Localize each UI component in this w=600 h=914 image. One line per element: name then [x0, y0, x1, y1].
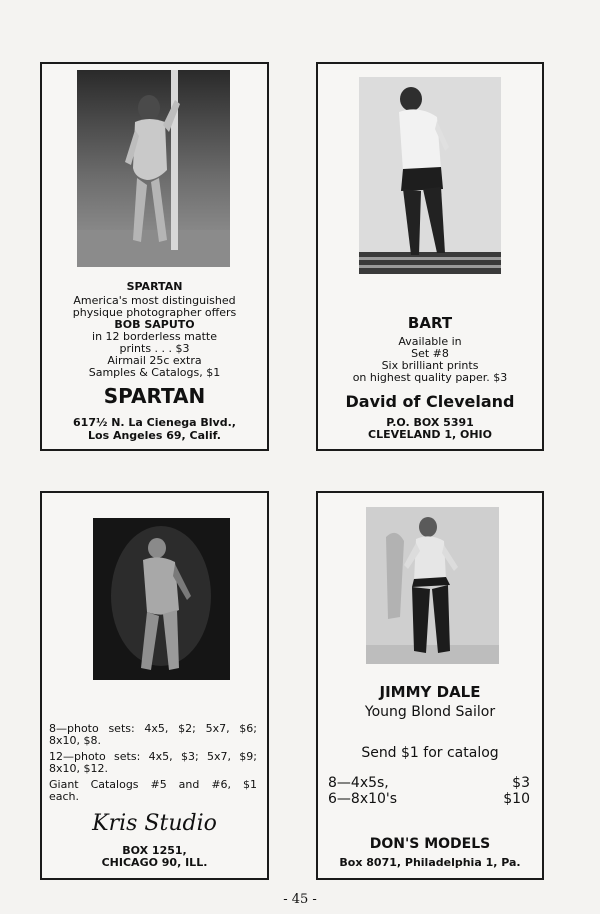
- dons-models-photo: [366, 507, 499, 664]
- spartan-body-5: Airmail 25c extra: [107, 354, 202, 367]
- kris-body-5: each.: [49, 790, 80, 803]
- spartan-body-2: BOB SAPUTO: [114, 318, 195, 331]
- dons-price-label-0: 8—4x5s,: [328, 775, 389, 791]
- bart-body-1: Set #8: [411, 347, 449, 360]
- spartan-body-6: Samples & Catalogs, $1: [88, 366, 221, 379]
- kris-body-2: 12—photo sets: 4x5, $3; 5x7, $9;: [49, 750, 257, 763]
- kris-address-0: BOX 1251,: [122, 844, 187, 857]
- bart-header: BART: [407, 314, 453, 332]
- spartan-address-1: Los Angeles 69, Calif.: [88, 429, 221, 442]
- page-number: - 45 -: [283, 892, 317, 907]
- spartan-body-0: America's most distinguished: [73, 294, 236, 307]
- dons-price-value-1: $10: [503, 791, 530, 807]
- dons-models-ad: [316, 491, 544, 880]
- kris-brand: Kris Studio: [92, 811, 217, 836]
- kris-body-4: Giant Catalogs #5 and #6, $1: [49, 778, 257, 791]
- dons-price-value-0: $3: [512, 775, 530, 791]
- bart-body-2: Six brilliant prints: [381, 359, 479, 372]
- dons-price-row: [328, 775, 530, 791]
- spartan-body-3: in 12 borderless matte: [92, 330, 217, 343]
- bart-address-0: P.O. BOX 5391: [386, 416, 474, 429]
- spartan-brand: SPARTAN: [103, 384, 206, 408]
- dons-brand: DON'S MODELS: [369, 836, 491, 852]
- bart-address-1: CLEVELAND 1, OHIO: [368, 428, 492, 441]
- bart-ad: [316, 62, 544, 451]
- spartan-body-4: prints . . . $3: [119, 342, 190, 355]
- spartan-header: SPARTAN: [126, 280, 183, 293]
- spartan-ad: [40, 62, 269, 451]
- bart-photo: [359, 77, 501, 274]
- dons-price-label-1: 6—8x10's: [328, 791, 398, 807]
- dons-price-row: [328, 791, 530, 807]
- bart-brand: David of Cleveland: [345, 392, 515, 411]
- spartan-photo: [77, 70, 230, 267]
- dons-header: JIMMY DALE: [379, 683, 481, 701]
- bart-body-0: Available in: [398, 335, 462, 348]
- spartan-address-0: 617½ N. La Cienega Blvd.,: [73, 416, 236, 429]
- kris-studio-photo: [93, 518, 230, 680]
- dons-subheader: Young Blond Sailor: [364, 704, 496, 720]
- dons-price-list: [328, 775, 530, 807]
- kris-address-1: CHICAGO 90, ILL.: [101, 856, 208, 869]
- kris-body-1: 8x10, $8.: [49, 734, 101, 747]
- dons-catalog-line: Send $1 for catalog: [361, 745, 499, 761]
- bart-body-3: on highest quality paper. $3: [352, 371, 508, 384]
- kris-studio-ad: [40, 491, 269, 880]
- spartan-body-1: physique photographer offers: [72, 306, 237, 319]
- dons-address: Box 8071, Philadelphia 1, Pa.: [339, 856, 521, 869]
- kris-body-0: 8—photo sets: 4x5, $2; 5x7, $6;: [49, 722, 257, 735]
- kris-body-3: 8x10, $12.: [49, 762, 108, 775]
